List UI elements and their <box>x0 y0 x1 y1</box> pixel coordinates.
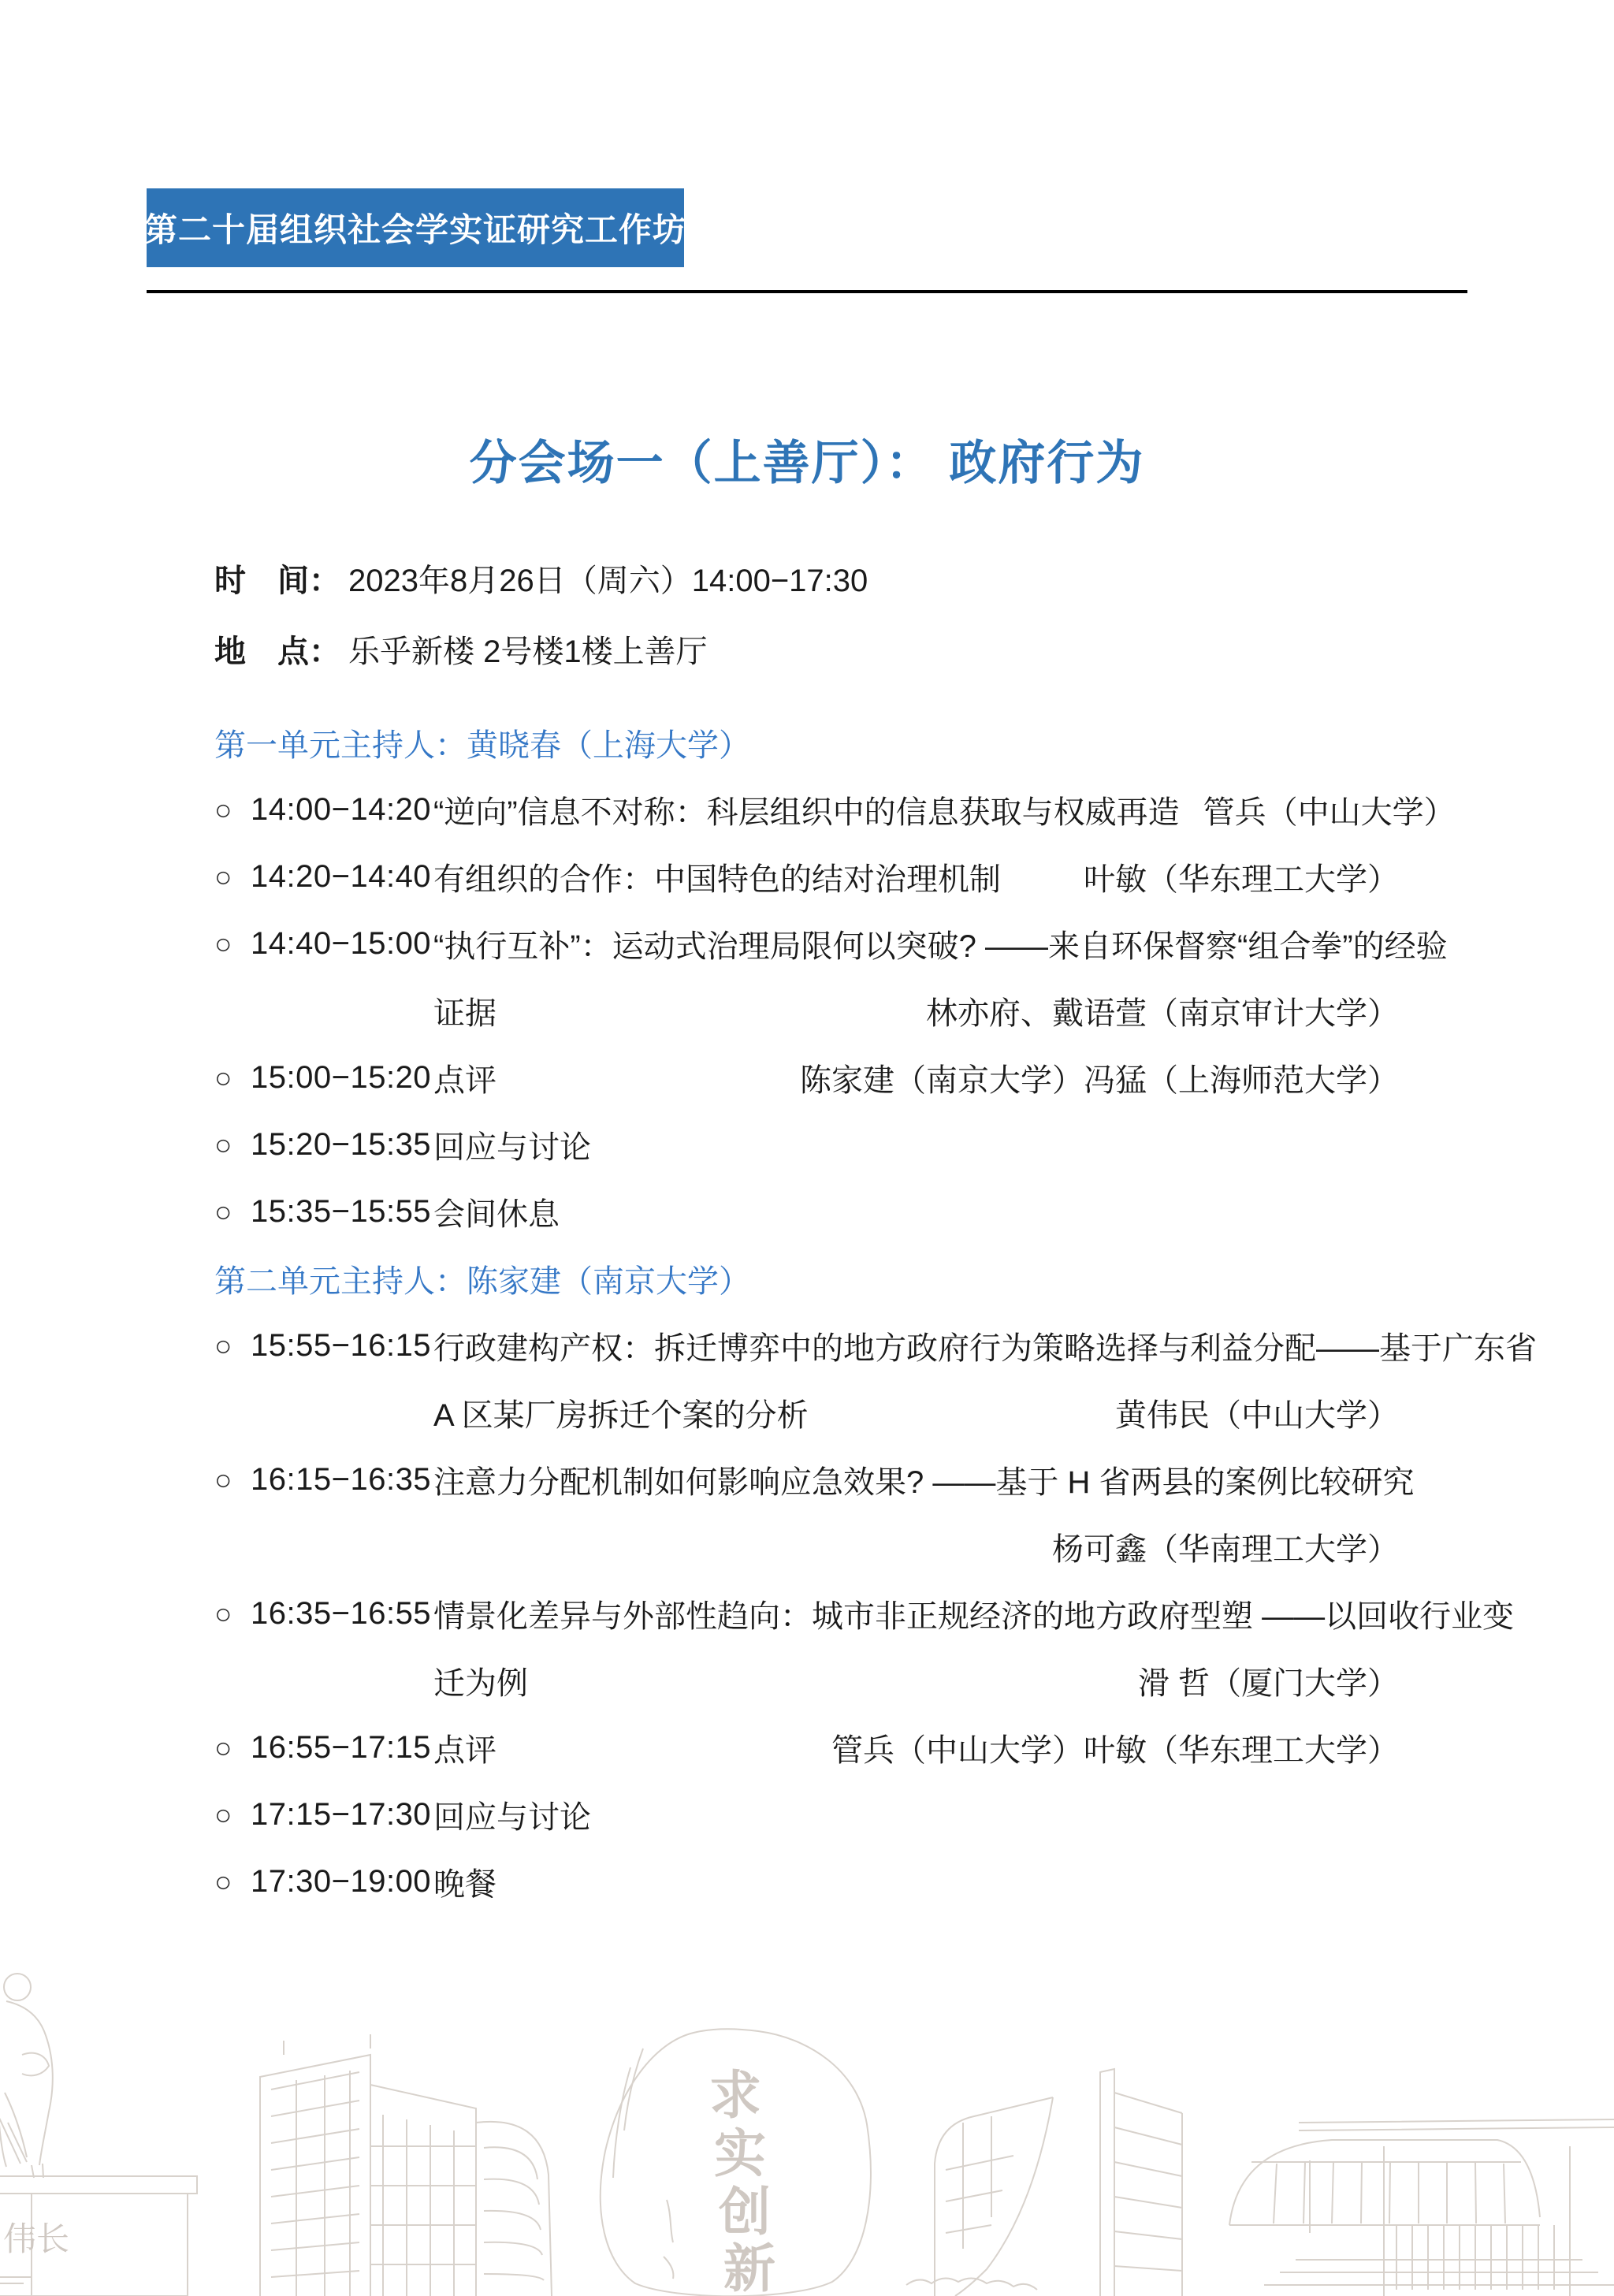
stone-calligraphy-char: 实 <box>714 2124 766 2183</box>
stone-calligraphy-char: 创 <box>719 2183 771 2241</box>
agenda-time: 15:55−16:15 <box>251 1328 432 1363</box>
pedestal-inscription: 伟长 <box>3 2220 70 2257</box>
agenda-continuation-row <box>0 1647 1614 1714</box>
agenda-list <box>0 709 1614 1915</box>
agenda-item-row <box>0 1446 1614 1513</box>
agenda-time: 16:35−16:55 <box>251 1596 432 1631</box>
agenda-bullet-icon: ○ <box>214 1731 232 1764</box>
agenda-speaker: 杨可鑫（华南理工大学） <box>1052 1532 1399 1567</box>
agenda-bullet-icon: ○ <box>214 1597 232 1630</box>
agenda-bullet-icon: ○ <box>214 1463 232 1496</box>
agenda-title-text: A 区某厂房拆迁个案的分析 <box>433 1398 809 1433</box>
agenda-time: 14:20−14:40 <box>251 859 432 894</box>
statue-drawing <box>0 1974 53 2178</box>
session-title: 分会场一（上善厅）： 政府行为 <box>469 437 1145 490</box>
agenda-title-text: 回应与讨论 <box>433 1800 591 1835</box>
agenda-time: 14:40−15:00 <box>251 926 432 961</box>
agenda-title-text: “执行互补”：运动式治理局限何以突破? ——来自环保督察“组合拳”的经验 <box>433 929 1448 964</box>
agenda-time: 16:15−16:35 <box>251 1462 432 1497</box>
unit-moderator: 第一单元主持人：黄晓春（上海大学） <box>214 728 750 763</box>
agenda-item-row <box>0 1044 1614 1111</box>
agenda-item-row <box>0 1111 1614 1178</box>
unit-moderator: 第二单元主持人：陈家建（南京大学） <box>214 1264 750 1299</box>
workshop-banner-title: 第二十届组织社会学实证研究工作坊 <box>144 211 687 248</box>
agenda-continuation-row <box>0 977 1614 1044</box>
agenda-title-text: 行政建构产权：拆迁博弈中的地方政府行为策略选择与利益分配——基于广东省 <box>433 1331 1537 1366</box>
agenda-speaker: 管兵（中山大学） <box>1203 795 1456 830</box>
agenda-time: 17:30−19:00 <box>251 1864 432 1899</box>
agenda-title-text: 会间休息 <box>433 1197 560 1232</box>
meta-time-label: 时 间： <box>214 563 340 598</box>
agenda-title-text: 证据 <box>433 996 496 1031</box>
meta-place-row <box>0 613 1614 684</box>
meta-time-row <box>0 542 1614 613</box>
agenda-item-row <box>0 1714 1614 1781</box>
meta-place-label: 地 点： <box>214 634 340 669</box>
agenda-bullet-icon: ○ <box>214 927 232 960</box>
agenda-time: 17:15−17:30 <box>251 1797 432 1832</box>
agenda-continuation-row <box>0 1379 1614 1446</box>
agenda-bullet-icon: ○ <box>214 1061 232 1094</box>
meta-place-value: 乐乎新楼 2号楼1楼上善厅 <box>348 634 708 669</box>
agenda-time: 15:35−15:55 <box>251 1194 432 1229</box>
agenda-continuation-row <box>0 1513 1614 1580</box>
agenda-item-row <box>0 1580 1614 1647</box>
curved-building-drawing <box>906 2097 1053 2296</box>
agenda-item-row <box>0 1312 1614 1379</box>
header-divider <box>147 290 1467 293</box>
meta-time-value: 2023年8月26日（周六）14:00−17:30 <box>348 563 868 598</box>
agenda-time: 15:00−15:20 <box>251 1060 432 1095</box>
campus-watermark-drawing <box>0 1886 1614 2296</box>
agenda-item-row <box>0 910 1614 977</box>
agenda-bullet-icon: ○ <box>214 1128 232 1161</box>
agenda-speaker: 陈家建（南京大学）冯猛（上海师范大学） <box>800 1063 1399 1098</box>
agenda-item-row <box>0 1178 1614 1245</box>
towers-drawing <box>260 2034 552 2296</box>
agenda-title-text: 点评 <box>433 1063 496 1098</box>
agenda-title-text: 有组织的合作：中国特色的结对治理机制 <box>433 862 1001 897</box>
agenda-title-text: 注意力分配机制如何影响应急效果? ——基于 H 省两县的案例比较研究 <box>433 1465 1415 1500</box>
agenda-item-row <box>0 1781 1614 1848</box>
agenda-title-text: 回应与讨论 <box>433 1130 591 1165</box>
stone-calligraphy-char: 求 <box>709 2066 761 2124</box>
agenda-speaker: 叶敏（华东理工大学） <box>1084 862 1399 897</box>
agenda-bullet-icon: ○ <box>214 860 232 893</box>
stone-calligraphy-char: 新 <box>723 2239 775 2296</box>
agenda-time: 14:00−14:20 <box>251 792 432 827</box>
agenda-speaker: 滑 哲（厦门大学） <box>1137 1666 1399 1701</box>
agenda-time: 16:55−17:15 <box>251 1730 432 1765</box>
hall-drawing <box>1100 2069 1614 2296</box>
agenda-title-text: 迁为例 <box>433 1666 528 1701</box>
inscribed-stone-drawing <box>601 2029 871 2296</box>
agenda-speaker: 林亦府、戴语萱（南京审计大学） <box>926 996 1399 1031</box>
agenda-item-row <box>0 776 1614 843</box>
agenda-time: 15:20−15:35 <box>251 1127 432 1162</box>
agenda-bullet-icon: ○ <box>214 1329 232 1362</box>
agenda-bullet-icon: ○ <box>214 793 232 826</box>
agenda-item-row <box>0 843 1614 910</box>
agenda-title-text: 情景化差异与外部性趋向：城市非正规经济的地方政府型塑 ——以回收行业变 <box>433 1599 1515 1634</box>
agenda-item-row <box>0 1848 1614 1915</box>
agenda-bullet-icon: ○ <box>214 1798 232 1831</box>
agenda-title-text: “逆向”信息不对称：科层组织中的信息获取与权威再造 <box>433 795 1180 830</box>
agenda-title-text: 点评 <box>433 1733 496 1768</box>
agenda-bullet-icon: ○ <box>214 1865 232 1898</box>
agenda-title-text: 晚餐 <box>433 1867 496 1902</box>
statue-pedestal-drawing <box>0 2176 197 2296</box>
session-meta <box>0 542 1614 684</box>
workshop-banner <box>144 188 687 267</box>
agenda-speaker: 黄伟民（中山大学） <box>1115 1398 1399 1433</box>
agenda-bullet-icon: ○ <box>214 1195 232 1228</box>
agenda-speaker: 管兵（中山大学）叶敏（华东理工大学） <box>831 1733 1399 1768</box>
